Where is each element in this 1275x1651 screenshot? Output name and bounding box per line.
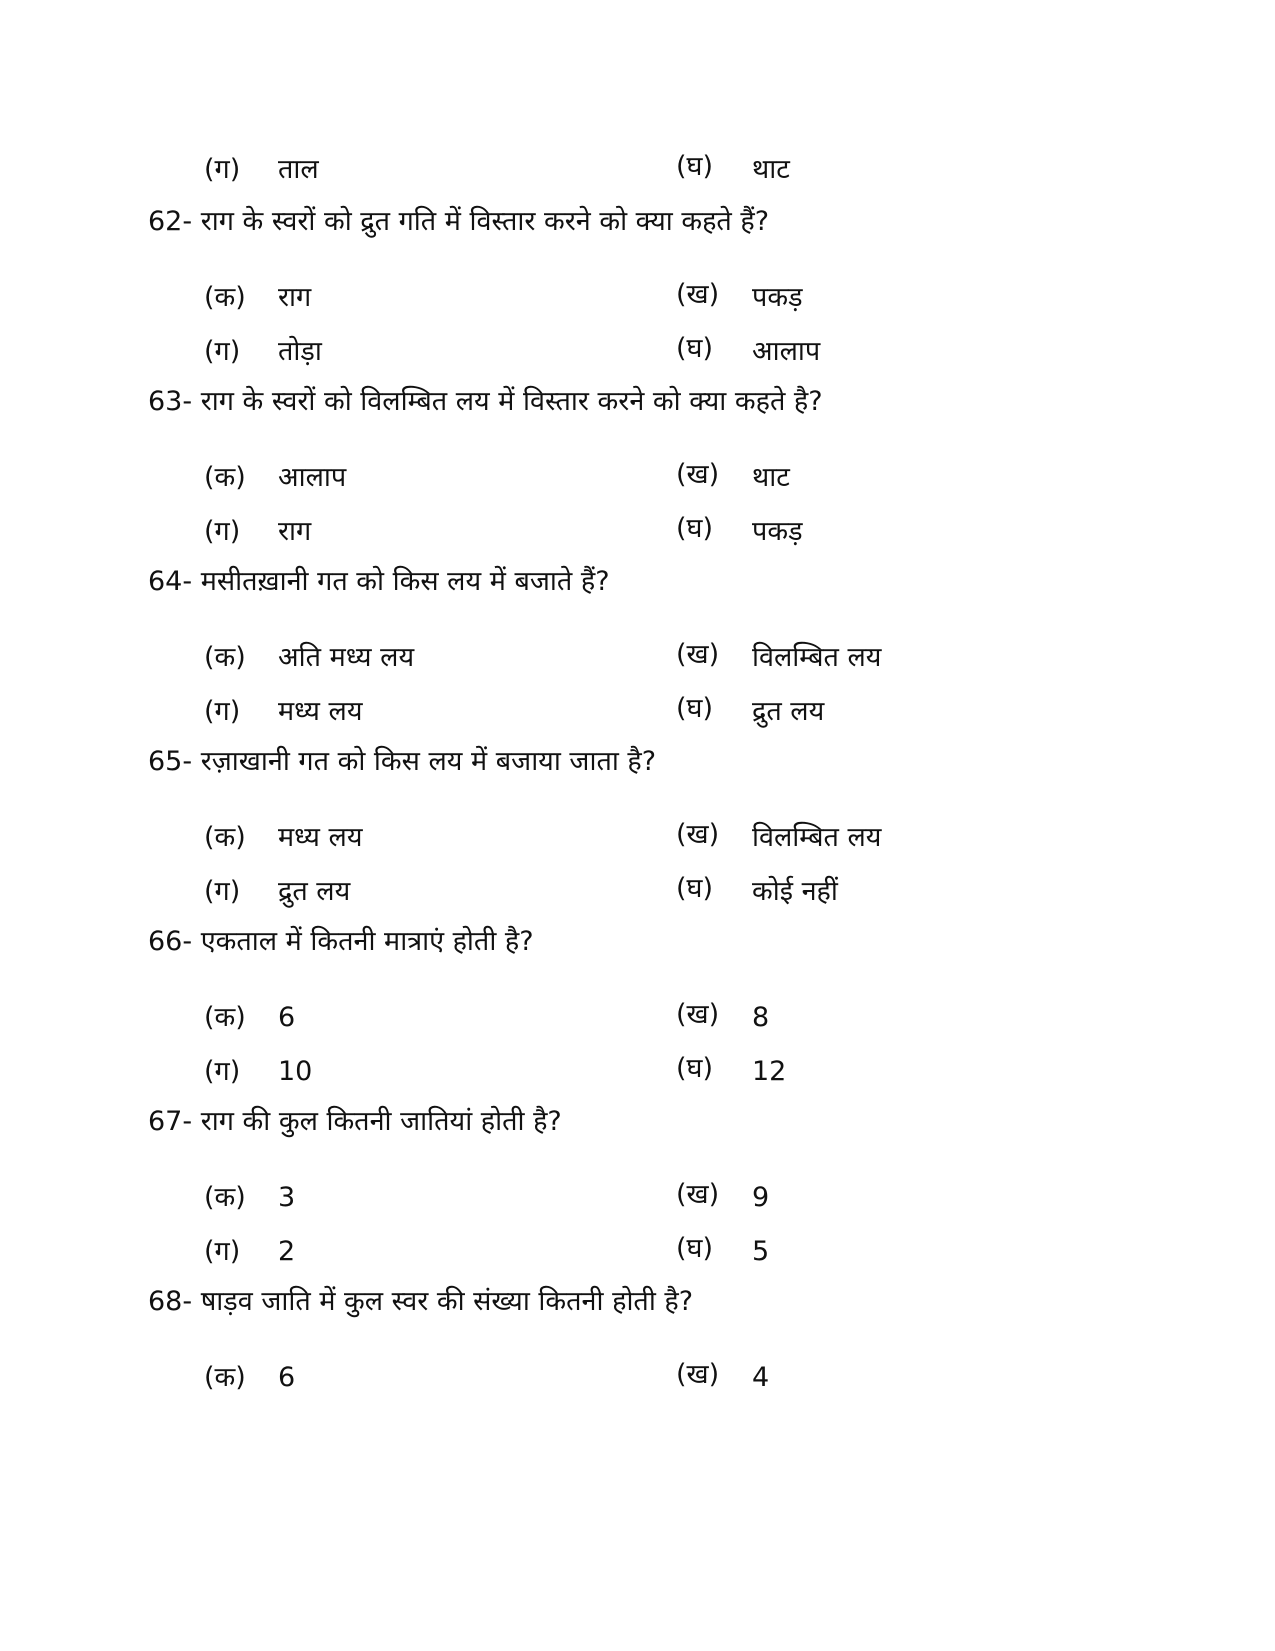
option-text: 6 — [278, 1362, 296, 1393]
option-label: (ख) — [676, 1359, 720, 1390]
question-text: राग के स्वरों को द्रुत गति में विस्तार करने को क्या कहते हैं? — [200, 206, 770, 237]
option-text: 10 — [278, 1056, 313, 1087]
question-text: राग के स्वरों को विलम्बित लय में विस्तार करने को क्या कहते है? — [200, 386, 823, 417]
option-text: मध्य लय — [278, 822, 363, 853]
question-number: 65- — [148, 746, 193, 777]
question-number: 62- — [148, 206, 193, 237]
question-number: 68- — [148, 1286, 193, 1317]
option-label: (घ) — [676, 333, 714, 364]
option-label: (ग) — [204, 696, 241, 727]
option-text: 2 — [278, 1236, 296, 1267]
option-label: (घ) — [676, 693, 714, 724]
option-text: ताल — [278, 154, 319, 185]
option-text: 8 — [752, 1002, 770, 1033]
option-label: (घ) — [676, 513, 714, 544]
option-label: (क) — [204, 1182, 246, 1213]
option-label: (ग) — [204, 336, 241, 367]
question-66 — [148, 925, 534, 959]
question-text: रज़ाखानी गत को किस लय में बजाया जाता है? — [200, 746, 657, 777]
option-label: (घ) — [676, 151, 714, 182]
option-text: तोड़ा — [278, 336, 322, 367]
option-text: 3 — [278, 1182, 296, 1213]
option-label: (क) — [204, 282, 246, 313]
option-text: राग — [278, 282, 312, 313]
option-label: (क) — [204, 462, 246, 493]
option-text: 12 — [752, 1056, 787, 1087]
option-label: (क) — [204, 822, 246, 853]
option-text: आलाप — [278, 462, 347, 493]
option-label: (क) — [204, 642, 246, 673]
option-label: (ख) — [676, 999, 720, 1030]
question-63 — [148, 385, 823, 419]
question-68 — [148, 1285, 693, 1319]
option-label: (ग) — [204, 154, 241, 185]
question-number: 63- — [148, 386, 193, 417]
option-text: थाट — [752, 154, 790, 185]
option-text: मध्य लय — [278, 696, 363, 727]
option-label: (ख) — [676, 279, 720, 310]
option-label: (ग) — [204, 1236, 241, 1267]
question-number: 67- — [148, 1106, 193, 1137]
question-67 — [148, 1105, 562, 1139]
question-65 — [148, 745, 656, 779]
option-label: (घ) — [676, 873, 714, 904]
option-text: द्रुत लय — [752, 696, 825, 727]
option-text: विलम्बित लय — [752, 642, 882, 673]
option-label: (ख) — [676, 639, 720, 670]
option-label: (घ) — [676, 1053, 714, 1084]
option-text: 9 — [752, 1182, 770, 1213]
option-label: (ग) — [204, 876, 241, 907]
question-62 — [148, 205, 769, 239]
question-text: मसीतख़ानी गत को किस लय में बजाते हैं? — [200, 566, 610, 597]
option-label: (घ) — [676, 1233, 714, 1264]
option-text: पकड़ — [752, 516, 803, 547]
question-text: राग की कुल कितनी जातियां होती है? — [200, 1106, 562, 1137]
option-label: (ग) — [204, 1056, 241, 1087]
option-label: (क) — [204, 1362, 246, 1393]
option-text: 5 — [752, 1236, 770, 1267]
option-text: पकड़ — [752, 282, 803, 313]
option-text: 4 — [752, 1362, 770, 1393]
option-text: विलम्बित लय — [752, 822, 882, 853]
option-label: (ख) — [676, 459, 720, 490]
question-64 — [148, 565, 610, 599]
option-label: (ख) — [676, 1179, 720, 1210]
option-text: थाट — [752, 462, 790, 493]
question-number: 64- — [148, 566, 193, 597]
question-text: एकताल में कितनी मात्राएं होती है? — [200, 926, 534, 957]
option-text: कोई नहीं — [752, 876, 838, 907]
option-label: (क) — [204, 1002, 246, 1033]
option-label: (ख) — [676, 819, 720, 850]
option-label: (ग) — [204, 516, 241, 547]
question-number: 66- — [148, 926, 193, 957]
option-text: अति मध्य लय — [278, 642, 415, 673]
option-text: आलाप — [752, 336, 821, 367]
option-text: 6 — [278, 1002, 296, 1033]
option-text: राग — [278, 516, 312, 547]
option-text: द्रुत लय — [278, 876, 351, 907]
question-text: षाड़व जाति में कुल स्वर की संख्या कितनी होती है? — [200, 1286, 694, 1317]
